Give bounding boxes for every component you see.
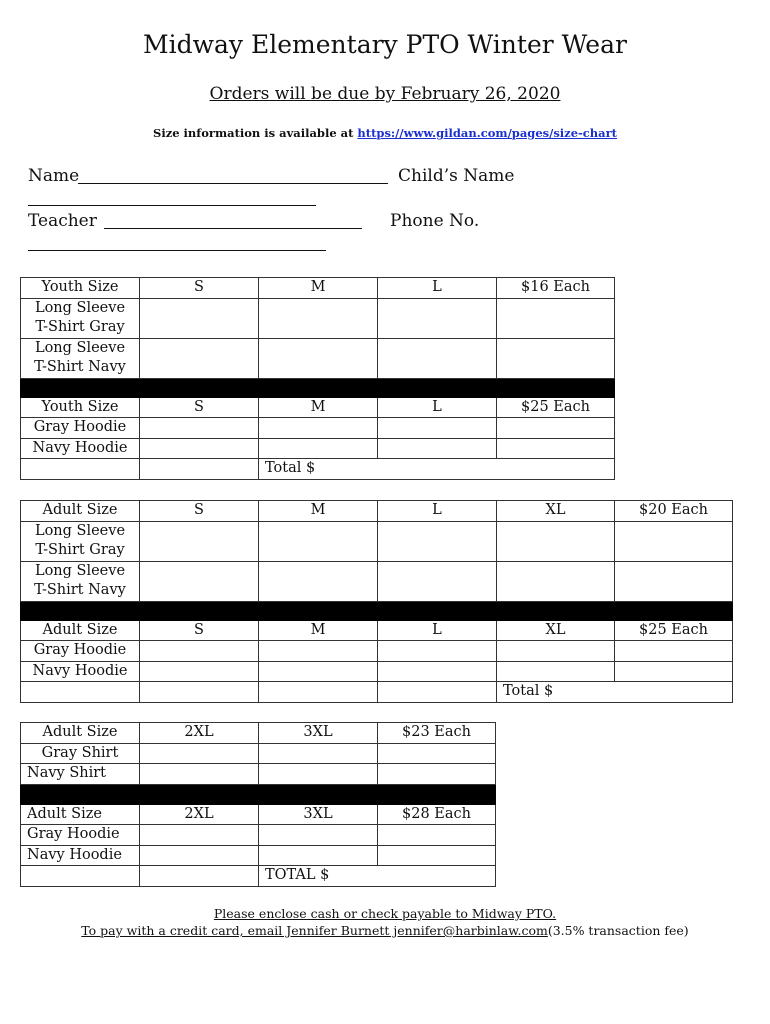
qty-cell[interactable] [259,661,378,682]
price-header: $20 Each [615,501,733,522]
phone-field-line[interactable] [28,250,326,251]
table-row [21,338,615,378]
payment-note [0,906,770,921]
size-header: Adult Size [21,501,140,522]
price-header: $16 Each [497,278,615,299]
size-l-header: L [378,278,497,299]
qty-cell[interactable] [140,521,259,561]
qty-cell[interactable] [615,561,733,601]
table-row [21,764,496,785]
table-row [21,620,733,641]
size-2xl-header: 2XL [140,723,259,744]
qty-cell[interactable] [140,298,259,338]
item-label: Navy Hoodie [21,661,140,682]
item-label: Long Sleeve T-Shirt Gray [21,298,140,338]
size-info-text: Size information is available at [153,126,358,140]
item-label: Navy Shirt [21,764,140,785]
qty-cell[interactable] [140,743,259,764]
table-row [21,561,733,601]
credit-card-email-text[interactable]: To pay with a credit card, email Jennifer Burnett jennifer@harbinlaw.com [81,923,548,938]
table-row [21,743,496,764]
size-header: Adult Size [21,804,140,825]
price-header: $23 Each [378,723,496,744]
qty-cell[interactable] [378,521,497,561]
table-row [21,418,615,439]
price-header: $25 Each [497,397,615,418]
empty-cell [21,866,140,887]
phone-label: Phone No. [390,211,480,231]
youth-order-table [20,277,615,480]
qty-cell[interactable] [497,418,615,439]
empty-cell [140,866,259,887]
qty-cell[interactable] [378,743,496,764]
price-header: $28 Each [378,804,496,825]
qty-cell[interactable] [497,298,615,338]
empty-cell [378,682,497,703]
qty-cell[interactable] [259,764,378,785]
qty-cell[interactable] [497,521,615,561]
qty-cell[interactable] [259,743,378,764]
qty-cell[interactable] [378,845,496,866]
item-label: Gray Hoodie [21,825,140,846]
size-l-header: L [378,501,497,522]
qty-cell[interactable] [140,764,259,785]
total-row [21,682,733,703]
table-row [21,278,615,299]
separator-row [21,378,615,397]
qty-cell[interactable] [259,418,378,439]
child-name-field-line[interactable] [28,205,316,206]
credit-card-note [0,923,770,938]
item-label: Navy Hoodie [21,845,140,866]
size-header: Adult Size [21,620,140,641]
qty-cell[interactable] [378,661,497,682]
item-label: Long Sleeve T-Shirt Gray [21,521,140,561]
qty-cell[interactable] [497,661,615,682]
size-l-header: L [378,620,497,641]
qty-cell[interactable] [140,661,259,682]
size-s-header: S [140,278,259,299]
qty-cell[interactable] [259,338,378,378]
size-xl-header: XL [497,501,615,522]
total-label[interactable]: Total $ [497,682,733,703]
qty-cell[interactable] [140,845,259,866]
qty-cell[interactable] [259,561,378,601]
adult-xl-order-table [20,722,496,887]
size-s-header: S [140,397,259,418]
size-info-line [0,126,770,140]
qty-cell[interactable] [140,641,259,662]
size-s-header: S [140,620,259,641]
table-row [21,723,496,744]
transaction-fee-text: (3.5% transaction fee) [547,923,689,938]
name-field-line[interactable] [78,183,388,184]
size-header: Youth Size [21,278,140,299]
qty-cell[interactable] [259,845,378,866]
size-header: Adult Size [21,723,140,744]
qty-cell[interactable] [378,438,497,459]
size-xl-header: XL [497,620,615,641]
size-m-header: M [259,620,378,641]
empty-cell [21,682,140,703]
item-label: Navy Hoodie [21,438,140,459]
qty-cell[interactable] [378,418,497,439]
qty-cell[interactable] [140,438,259,459]
qty-cell[interactable] [140,825,259,846]
table-row [21,438,615,459]
qty-cell[interactable] [259,521,378,561]
qty-cell[interactable] [378,298,497,338]
empty-cell [140,459,259,480]
qty-cell[interactable] [378,641,497,662]
qty-cell[interactable] [378,764,496,785]
teacher-label: Teacher [28,211,97,231]
table-row [21,397,615,418]
qty-cell[interactable] [615,661,733,682]
total-row [21,866,496,887]
qty-cell[interactable] [497,641,615,662]
qty-cell[interactable] [259,438,378,459]
item-label: Long Sleeve T-Shirt Navy [21,561,140,601]
empty-cell [259,682,378,703]
table-row [21,641,733,662]
empty-cell [140,682,259,703]
qty-cell[interactable] [615,521,733,561]
table-row [21,501,733,522]
size-chart-link[interactable]: https://www.gildan.com/pages/size-chart [357,126,617,140]
separator-row [21,601,733,620]
table-row [21,298,615,338]
qty-cell[interactable] [140,561,259,601]
item-label: Long Sleeve T-Shirt Navy [21,338,140,378]
item-label: Gray Shirt [21,743,140,764]
qty-cell[interactable] [140,338,259,378]
teacher-field-line[interactable] [104,228,362,229]
table-row [21,825,496,846]
qty-cell[interactable] [378,561,497,601]
size-header: Youth Size [21,397,140,418]
item-label: Gray Hoodie [21,641,140,662]
separator-row [21,784,496,804]
item-label: Gray Hoodie [21,418,140,439]
size-l-header: L [378,397,497,418]
table-row [21,804,496,825]
size-m-header: M [259,397,378,418]
page-title: Midway Elementary PTO Winter Wear [143,30,627,59]
qty-cell[interactable] [140,418,259,439]
size-2xl-header: 2XL [140,804,259,825]
table-row [21,845,496,866]
table-row [21,521,733,561]
qty-cell[interactable] [497,438,615,459]
payment-note-line1: Please enclose cash or check payable to Midway PTO. [213,906,557,921]
size-m-header: M [259,501,378,522]
adult-order-table [20,500,733,703]
qty-cell[interactable] [497,338,615,378]
total-label[interactable]: Total $ [259,459,615,480]
size-s-header: S [140,501,259,522]
total-row [21,459,615,480]
due-date-notice: Orders will be due by February 26, 2020 [209,84,561,104]
qty-cell[interactable] [259,641,378,662]
name-label: Name [28,166,80,186]
size-3xl-header: 3XL [259,723,378,744]
total-label[interactable]: TOTAL $ [259,866,496,887]
qty-cell[interactable] [259,825,378,846]
qty-cell[interactable] [259,298,378,338]
qty-cell[interactable] [615,641,733,662]
qty-cell[interactable] [378,338,497,378]
size-m-header: M [259,278,378,299]
empty-cell [21,459,140,480]
child-name-label: Child’s Name [398,166,515,186]
table-row [21,661,733,682]
size-3xl-header: 3XL [259,804,378,825]
price-header: $25 Each [615,620,733,641]
qty-cell[interactable] [497,561,615,601]
qty-cell[interactable] [378,825,496,846]
